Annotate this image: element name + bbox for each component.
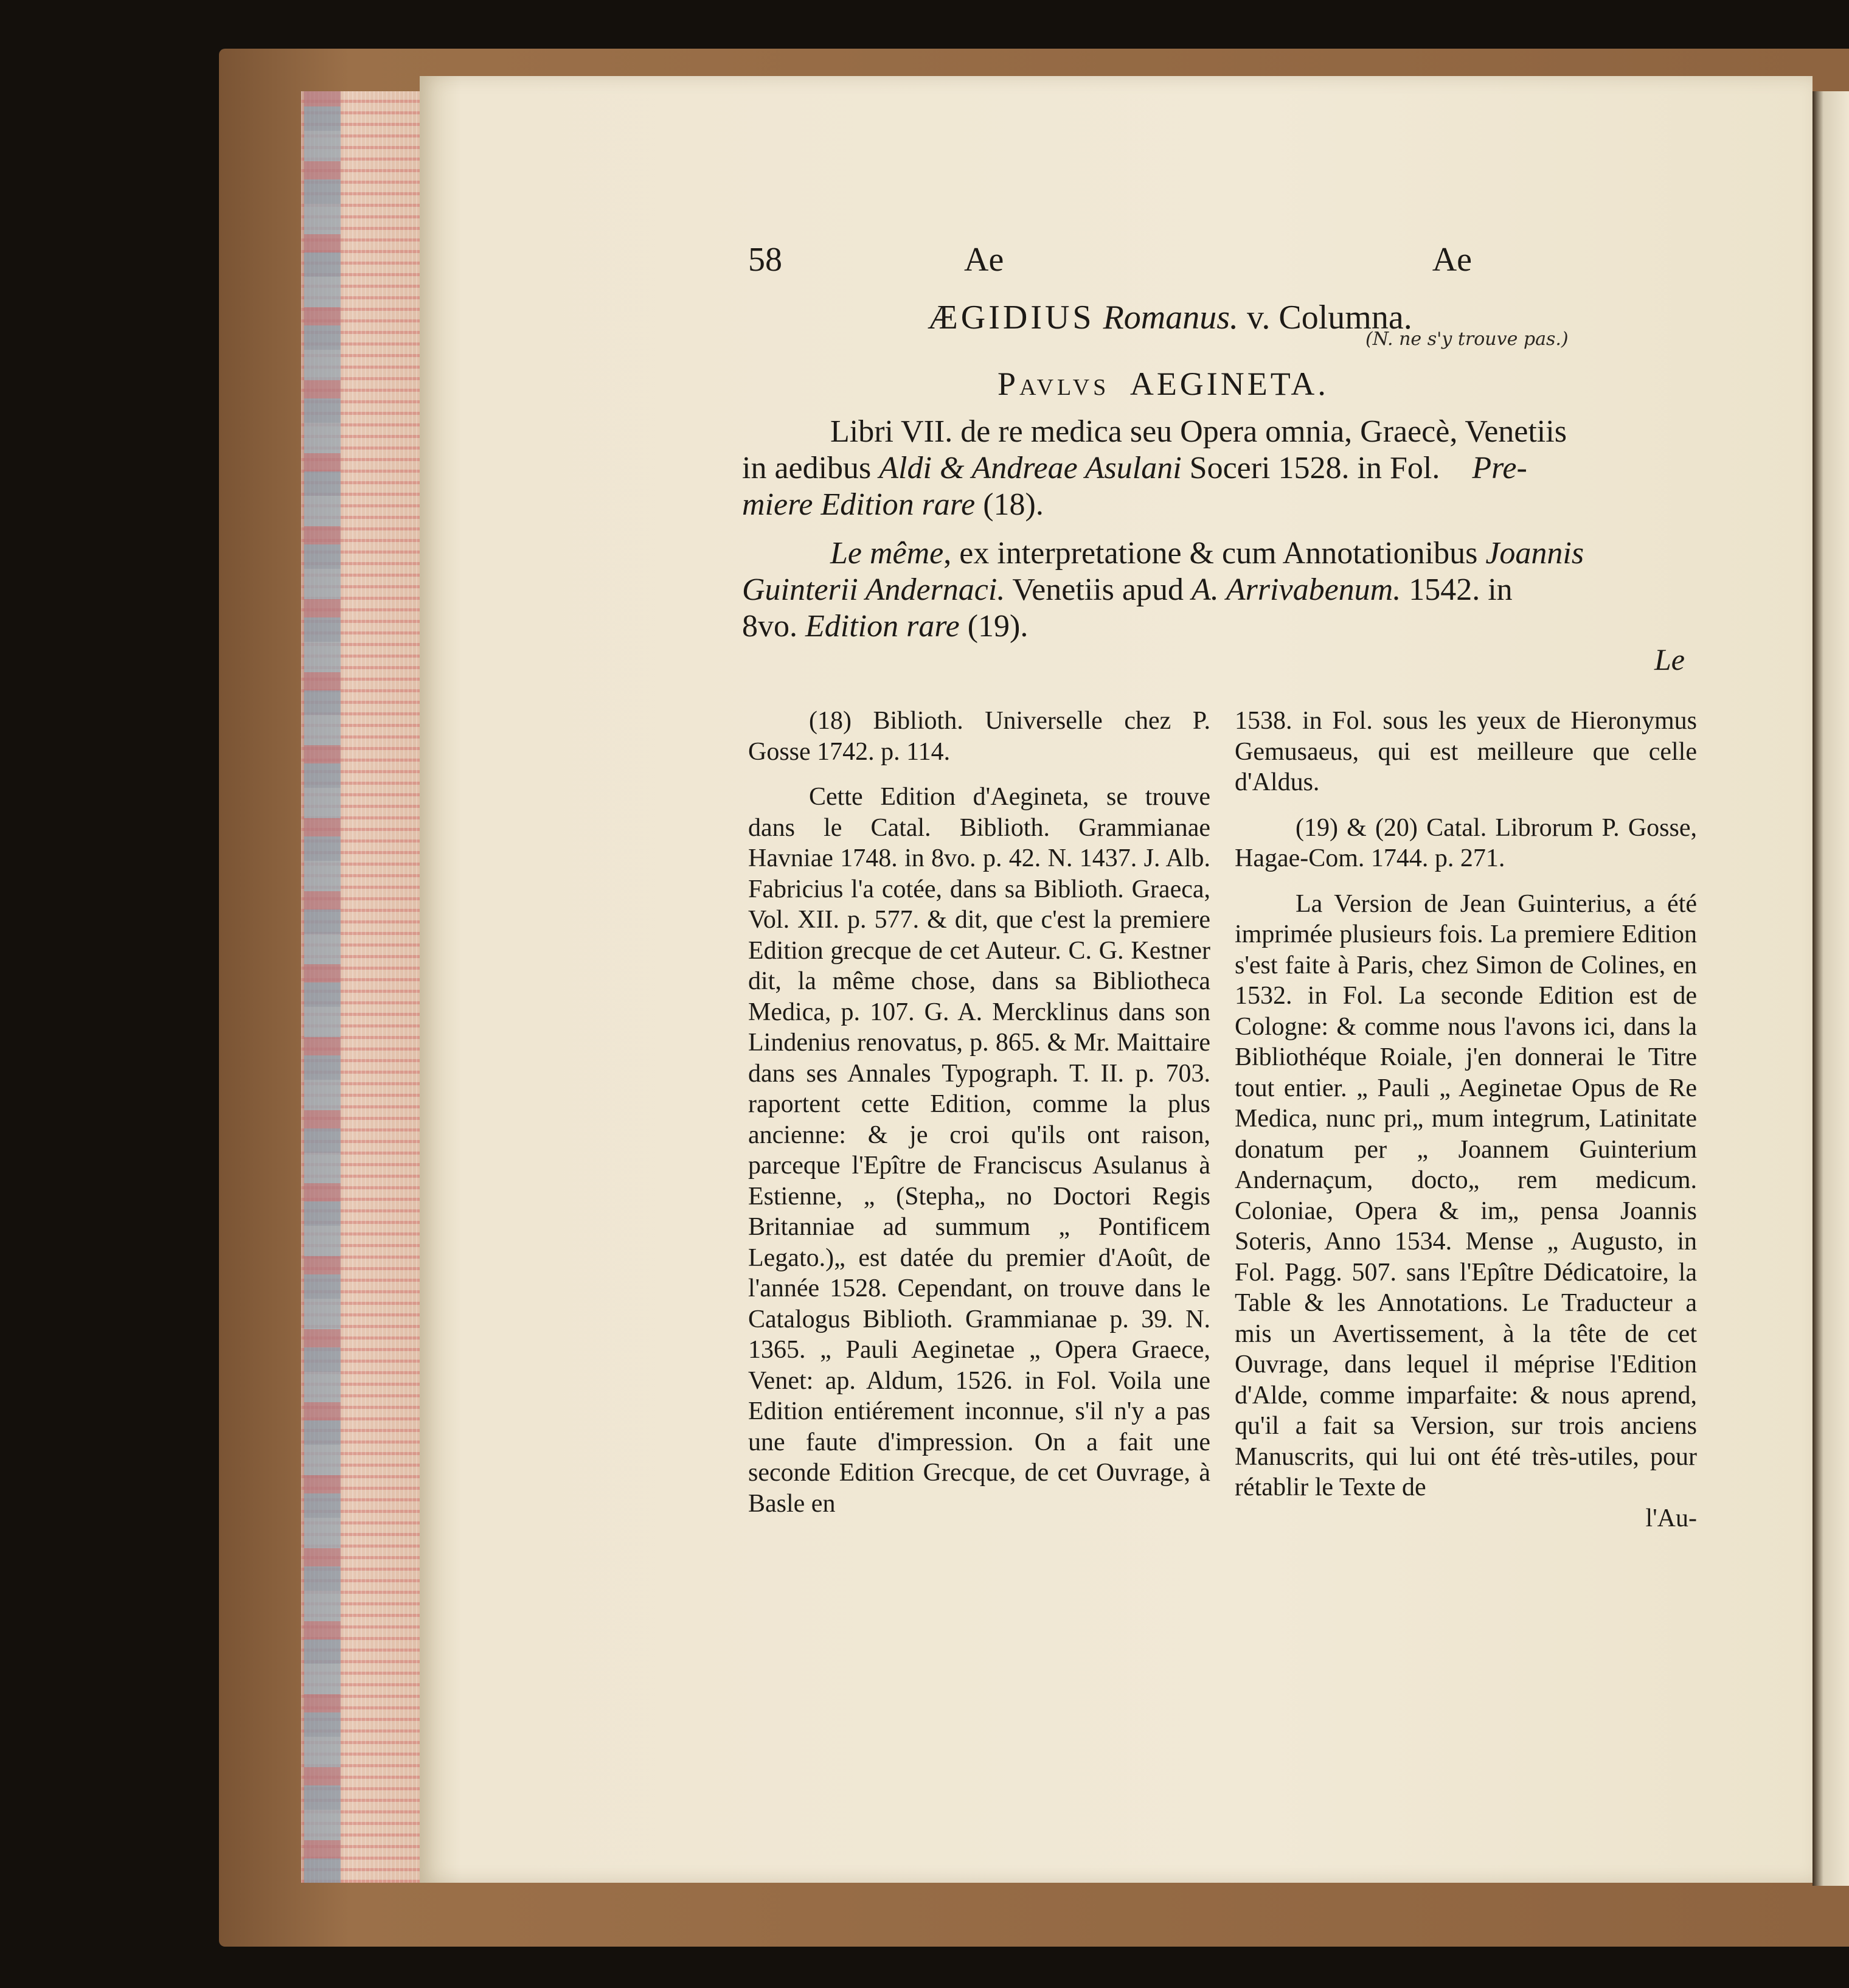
text-span: 8vo. (742, 609, 805, 644)
text-span: , ex interpretatione & cum Annotationibus (943, 536, 1486, 571)
text-span: Edition rare (805, 609, 960, 644)
catchword: Le (1654, 642, 1685, 676)
text-span: (19). (959, 609, 1029, 644)
text-span: Le même (830, 536, 944, 571)
text-span: 1542. in (1401, 572, 1513, 607)
heading-first-name: Pavlvs (997, 366, 1110, 402)
entry-line (742, 608, 1691, 644)
text-span: (18). (975, 487, 1044, 522)
facing-page-edge (1813, 91, 1849, 1886)
page-number: 58 (748, 241, 782, 279)
entry-line (742, 450, 1691, 486)
text-span: Guinterii Andernaci. (742, 572, 1005, 607)
entry-line: Libri VII. de re medica seu Opera omnia, Graecè, Venetiis (830, 414, 1567, 449)
running-header (748, 240, 1472, 283)
text-span: in aedibus (742, 451, 879, 485)
footnotes-left-column (748, 706, 1210, 1519)
text-span: Soceri 1528. in Fol. (1181, 451, 1448, 485)
heading-surname: AEGINETA. (1129, 366, 1329, 402)
text-span: Joannis (1485, 536, 1584, 571)
text-span: Pre- (1472, 451, 1527, 485)
entry-line (830, 535, 1779, 571)
entry-heading-paulus (997, 365, 1329, 403)
running-head-right: Ae (1432, 241, 1472, 279)
aegidius-name: ÆGIDIUS (928, 299, 1095, 336)
text-span: miere Edition rare (742, 487, 976, 522)
page-edges-marbled (304, 91, 341, 1883)
running-head-left: Ae (964, 241, 1004, 279)
footnote-catchword: l'Au- (1645, 1504, 1697, 1532)
entry-line (742, 487, 1691, 523)
footnote-19-20: (19) & (20) Catal. Librorum P. Gosse, Hagae-Com. 1744. p. 271. (1235, 813, 1697, 872)
aegidius-crossref: v. Columna. (1247, 299, 1412, 336)
aegidius-epithet: Romanus. (1103, 299, 1239, 336)
entry-line (742, 572, 1691, 608)
text-span: Venetiis apud (1005, 572, 1192, 607)
entry-aegidius (928, 298, 1412, 337)
footnote-18-continued: 1538. in Fol. sous les yeux de Hieronymus Gemusaeus, qui est meilleure que celle d'Aldus. (1235, 707, 1697, 796)
text-span: Aldi & Andreae Asulani (879, 451, 1182, 485)
handwritten-annotation: (N. ne s'y trouve pas.) (1365, 328, 1569, 350)
footnotes-right-column (1235, 706, 1697, 1534)
footnote-version-note: La Version de Jean Guinterius, a été imprimée plusieurs fois. La premiere Edition s'est faite à Paris, chez Simon de Colines, en 1532. in Fol. La seconde Edition est de Cologne: & comme nous l'avons ici, dans la Bibliothéque Roiale, j'en donnerai le Titre tout entier. „ Pauli „ Aeginetae Opus de Re Medica, nunc pri„ mum integrum, Latinitate donatum per „ Joannem Guinterium Andernaçum, docto„ rem medicum. Coloniae, Opera & im„ pensa Joannis Soteris, Anno 1534. Mense „ Augusto, in Fol. Pagg. 507. sans l'Epître Dédicatoire, la Table & les Annotations. Le Traducteur a mis un Avertissement, à la tête de cet Ouvrage, dans lequel il méprise l'Edition d'Alde, comme imparfaite: & nous aprend, qu'il a fait sa Version, sur trois anciens Manuscrits, qui lui ont été très-utiles, pour rétablir le Texte de (1235, 889, 1697, 1501)
text-span: A. Arrivabenum. (1192, 572, 1401, 607)
footnote-18: (18) Biblioth. Universelle chez P. Gosse 1742. p. 114. (748, 707, 1210, 766)
footnote-18-body: Cette Edition d'Aegineta, se trouve dans le Catal. Biblioth. Grammianae Havniae 1748. in 8vo. p. 42. N. 1437. J. Alb. Fabricius l'a cotée, dans sa Biblioth. Graeca, Vol. XII. p. 577. & dit, que c'est la premiere Edition grecque de cet Auteur. C. G. Kestner dit, la même chose, dans sa Bibliotheca Medica, p. 107. G. A. Mercklinus dans son Lindenius renovatus, p. 865. & Mr. Maittaire dans ses Annales Typograph. T. II. p. 703. raportent cette Edition, comme la plus ancienne: & je croi qu'ils ont raison, parceque l'Epître de Franciscus Asulanus à Estienne, „ (Stepha„ no Doctori Regis Britanniae ad summum „ Pontificem Legato.)„ est datée du premier d'Août, de l'année 1528. Cependant, on trouve dans le Catalogus Biblioth. Grammianae p. 39. N. 1365. „ Pauli Aeginetae „ Opera Graece, Venet: ap. Aldum, 1526. in Fol. Voila une Edition entiérement inconnue, s'il n'y a pas une faute d'impression. On a fait une seconde Edition Grecque, de cet Ouvrage, à Basle en (748, 783, 1210, 1518)
